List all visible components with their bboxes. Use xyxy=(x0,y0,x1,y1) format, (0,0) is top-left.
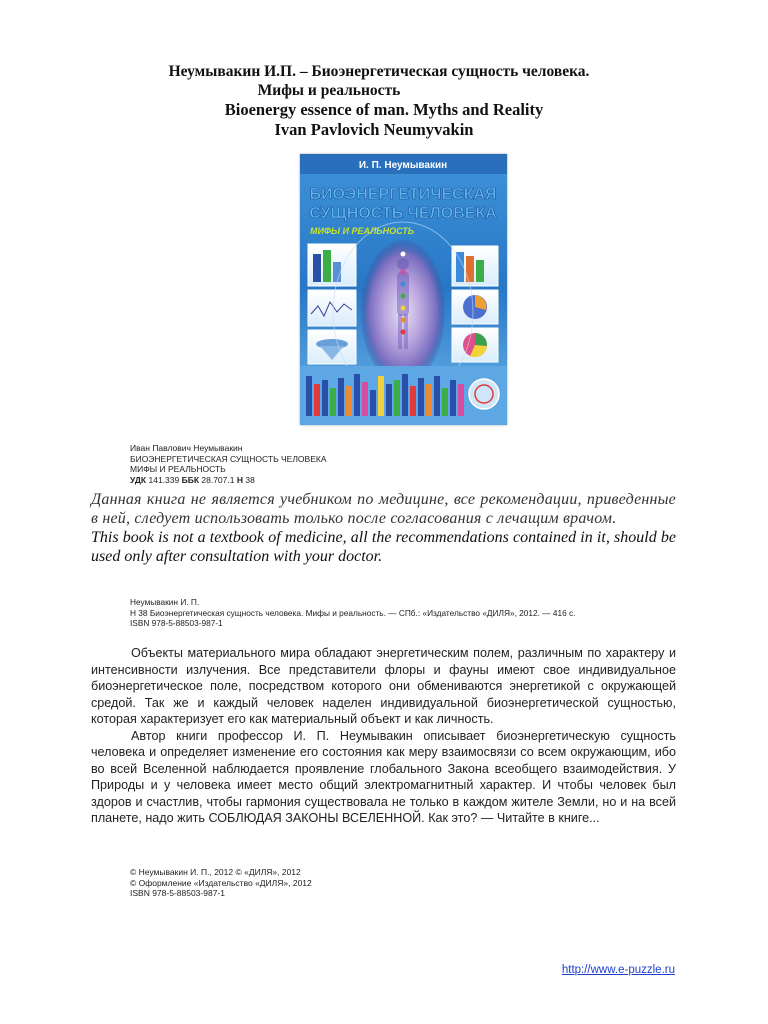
biblio-title-1: БИОЭНЕРГЕТИЧЕСКАЯ СУЩНОСТЬ ЧЕЛОВЕКА xyxy=(130,453,327,464)
copyright-line-1: © Неумывакин И. П., 2012 © «ДИЛЯ», 2012 xyxy=(130,867,301,877)
book-cover-image xyxy=(300,154,507,425)
catalog-record: Н 38 Биоэнергетическая сущность человека. Мифы и реальность. — СПб.: «Издательство «ДИЛЯ», 2012. — 416 с. xyxy=(130,607,576,618)
bibliographic-block xyxy=(130,443,327,485)
title-line-ru-subtitle: Мифы и реальность xyxy=(257,82,401,99)
bbk-value: 28.707.1 xyxy=(201,474,235,485)
biblio-codes xyxy=(130,475,327,486)
code-value: 38 xyxy=(245,474,255,485)
copyright-isbn: ISBN 978-5-88503-987-1 xyxy=(130,888,225,898)
cover-subtitle: МИФЫ И РЕАЛЬНОСТЬ xyxy=(310,226,415,236)
title-line-en: Bioenergy essence of man. Myths and Reality xyxy=(224,100,544,119)
annotation-paragraph-1: Объекты материального мира обладают энергетическим полем, различным по характеру и интенсивности излучения. Все представители флоры и фауны имеют свое индивидуальное биоэнергетическое поле, посредством которого они обмениваются энергетикой с окружающей средой. Так же и каждый человек наделен индивидуальной биоэнергетической сущностью, которая характеризует его как материальный объект и как личность. xyxy=(91,646,676,726)
cover-title-2: СУЩНОСТЬ ЧЕЛОВЕКА xyxy=(309,205,497,222)
copyright-block xyxy=(130,867,312,899)
copyright-line-2: © Оформление «Издательство «ДИЛЯ», 2012 xyxy=(130,877,312,888)
code-label: Н xyxy=(236,474,243,485)
biblio-author: Иван Павлович Неумывакин xyxy=(130,443,243,453)
footer-site-link[interactable]: http://www.e-puzzle.ru xyxy=(561,964,675,976)
udk-value: 141.339 xyxy=(148,474,180,485)
disclaimer-en: This book is not a textbook of medicine, all the recommendations contained in it, should be used only after consultation with your doctor. xyxy=(91,529,676,565)
cover-author: И. П. Неумывакин xyxy=(358,160,448,171)
bbk-label: ББК xyxy=(181,474,200,485)
disclaimer xyxy=(91,490,676,566)
title-line-ru: Неумывакин И.П. – Биоэнергетическая сущность человека. xyxy=(168,63,590,80)
cover-title-1: БИОЭНЕРГЕТИЧЕСКАЯ xyxy=(309,186,497,203)
annotation-paragraph-2: Автор книги профессор И. П. Неумывакин описывает биоэнергетическую сущность человека и определяет изменение его состояния как меру взаимосвязи со всем окружающим, ибо во всей Вселенной наблюдается проявление глобального Закона всеобщего взаимодействия. У Природы и у человека имеет место общий электромагнитный характер. И чтобы человек был здоров и счастлив, чтобы гармония существовала не только в каждом жителе Земли, но и на всей планете, надо жить СОБЛЮДАЯ ЗАКОНЫ ВСЕЛЕННОЙ. Как это? — Читайте в книге... xyxy=(91,728,676,825)
disclaimer-ru: Данная книга не является учебником по медицине, все рекомендации, приведенные в ней, следует использовать только после согласования с лечащим врачом. xyxy=(91,491,676,527)
catalog-author: Неумывакин И. П. xyxy=(130,597,200,607)
biblio-title-2: МИФЫ И РЕАЛЬНОСТЬ xyxy=(130,464,226,474)
catalog-entry xyxy=(130,597,575,629)
udk-label: УДК xyxy=(130,474,147,485)
annotation-text xyxy=(91,645,676,827)
catalog-isbn: ISBN 978-5-88503-987-1 xyxy=(130,618,223,628)
page-title xyxy=(0,62,768,140)
title-author-en: Ivan Pavlovich Neumyvakin xyxy=(274,120,474,139)
